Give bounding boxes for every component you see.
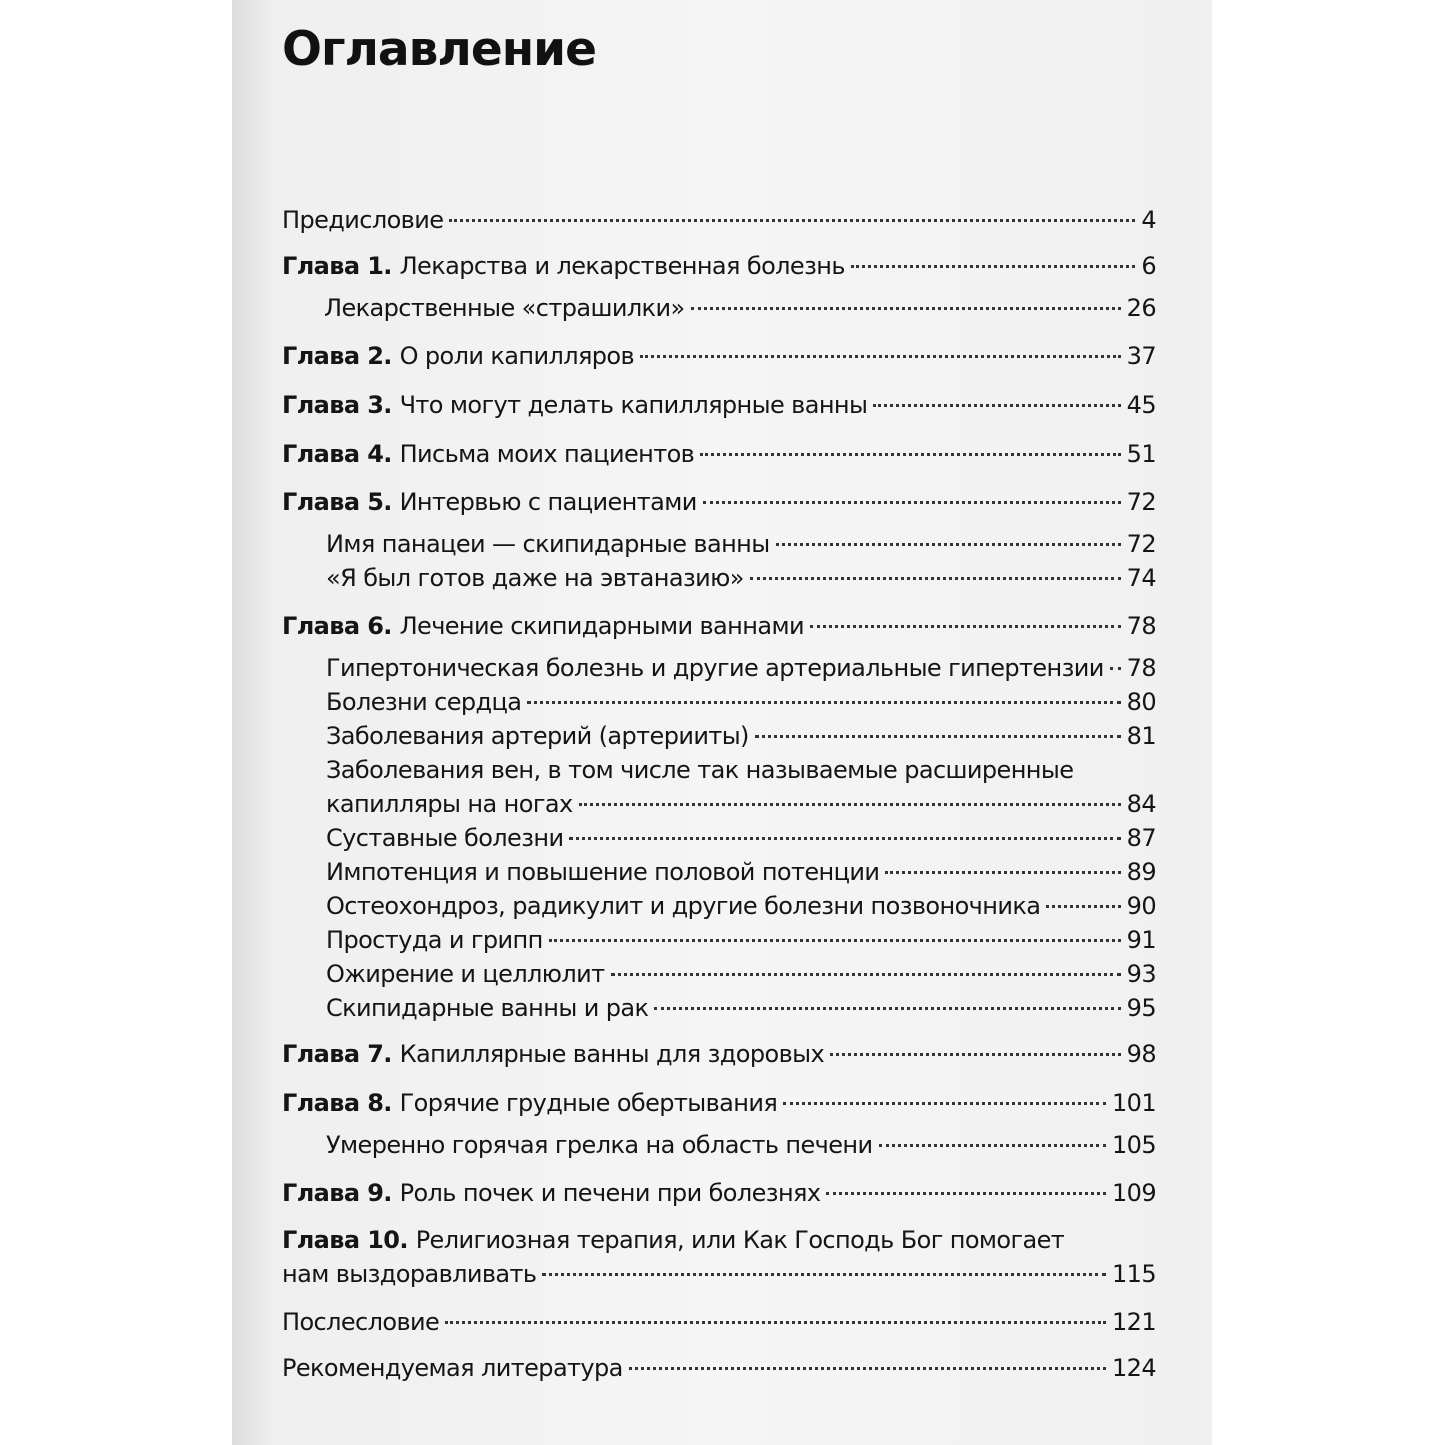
entry-title: Глава 1. Лекарства и лекарственная болезнь	[282, 252, 845, 280]
dot-leader	[700, 453, 1120, 456]
toc-entry	[324, 294, 1156, 322]
entry-title: Глава 8. Горячие грудные обертывания	[282, 1089, 778, 1117]
toc-entry-first-line	[326, 756, 1073, 784]
dot-leader	[445, 1321, 1106, 1324]
toc-entry	[282, 440, 1156, 468]
page-number: 90	[1126, 892, 1156, 920]
entry-title: Глава 4. Письма моих пациентов	[282, 440, 695, 468]
entry-title: Заболевания артерий (артерииты)	[326, 722, 749, 750]
toc-entry	[326, 994, 1156, 1022]
toc-entry	[282, 1260, 1156, 1288]
entry-title: Предисловие	[282, 206, 444, 234]
page-number: 74	[1126, 564, 1156, 592]
entry-title: Глава 3. Что могут делать капиллярные ванны	[282, 391, 868, 419]
entry-title: Болезни сердца	[326, 688, 522, 716]
toc-entry	[282, 488, 1156, 516]
page-number: 37	[1126, 342, 1156, 370]
toc-entry	[282, 1354, 1156, 1382]
entry-title: Заболевания вен, в том числе так называемые расширенные	[326, 756, 1074, 784]
page-number: 89	[1126, 858, 1156, 886]
entry-title: Суставные болезни	[326, 824, 564, 852]
page-number: 6	[1141, 252, 1156, 280]
dot-leader	[750, 577, 1121, 580]
dot-leader	[885, 871, 1120, 874]
toc-entry	[282, 391, 1156, 419]
chapter-label: Глава 9.	[282, 1179, 400, 1207]
dot-leader	[449, 219, 1135, 222]
dot-leader	[830, 1053, 1121, 1056]
dot-leader	[1110, 667, 1121, 670]
toc-entry	[326, 722, 1156, 750]
dot-leader	[549, 939, 1121, 942]
dot-leader	[569, 837, 1120, 840]
toc-entry	[282, 1089, 1156, 1117]
toc-entry	[326, 530, 1156, 558]
chapter-label: Глава 6.	[282, 612, 400, 640]
page-number: 98	[1126, 1040, 1156, 1068]
dot-leader	[1046, 905, 1120, 908]
page-number: 87	[1126, 824, 1156, 852]
entry-title: Глава 5. Интервью с пациентами	[282, 488, 697, 516]
chapter-label: Глава 10.	[282, 1226, 416, 1254]
page-number: 109	[1111, 1179, 1156, 1207]
entry-title: Глава 7. Капиллярные ванны для здоровых	[282, 1040, 825, 1068]
entry-title: Глава 2. О роли капилляров	[282, 342, 635, 370]
entry-title: Послесловие	[282, 1308, 440, 1336]
toc-entry	[326, 892, 1156, 920]
dot-leader	[851, 265, 1135, 268]
toc-entry	[326, 824, 1156, 852]
dot-leader	[873, 404, 1120, 407]
page-title: Оглавление	[282, 22, 596, 77]
toc-entry	[326, 688, 1156, 716]
entry-title: Имя панацеи — скипидарные ванны	[326, 530, 770, 558]
page-number: 124	[1111, 1354, 1156, 1382]
toc-entry	[326, 564, 1156, 592]
entry-title: Гипертоническая болезнь и другие артериальные гипертензии	[326, 654, 1104, 682]
page-number: 72	[1126, 488, 1156, 516]
page-number: 121	[1111, 1308, 1156, 1336]
toc-entry	[326, 926, 1156, 954]
entry-title: Глава 6. Лечение скипидарными ваннами	[282, 612, 804, 640]
toc-entry	[326, 1131, 1156, 1159]
page-number: 91	[1126, 926, 1156, 954]
dot-leader	[826, 1192, 1106, 1195]
page-number: 72	[1126, 530, 1156, 558]
chapter-label: Глава 7.	[282, 1040, 400, 1068]
entry-title-continuation: нам выздоравливать	[282, 1260, 537, 1288]
toc-entry	[282, 1308, 1156, 1336]
entry-title-continuation: капилляры на ногах	[326, 790, 573, 818]
dot-leader	[579, 803, 1121, 806]
toc-entry	[326, 960, 1156, 988]
entry-title: Скипидарные ванны и рак	[326, 994, 649, 1022]
chapter-label: Глава 1.	[282, 252, 400, 280]
entry-title: Рекомендуемая литература	[282, 1354, 623, 1382]
page-number: 101	[1111, 1089, 1156, 1117]
entry-title: Религиозная терапия, или Как Господь Бог помогает	[415, 1226, 1065, 1254]
dot-leader	[654, 1007, 1120, 1010]
page-number: 80	[1126, 688, 1156, 716]
toc-entry	[282, 612, 1156, 640]
page-number: 45	[1126, 391, 1156, 419]
entry-title: Глава 9. Роль почек и печени при болезнях	[282, 1179, 821, 1207]
entry-title: «Я был готов даже на эвтаназию»	[326, 564, 744, 592]
toc-entry	[326, 790, 1156, 818]
dot-leader	[783, 1102, 1106, 1105]
page-number: 4	[1141, 206, 1156, 234]
entry-title: Ожирение и целлюлит	[326, 960, 605, 988]
dot-leader	[629, 1367, 1106, 1370]
page-number: 78	[1126, 654, 1156, 682]
dot-leader	[879, 1144, 1106, 1147]
toc-entry	[326, 858, 1156, 886]
dot-leader	[542, 1273, 1106, 1276]
dot-leader	[611, 973, 1121, 976]
entry-title: Остеохондроз, радикулит и другие болезни позвоночника	[326, 892, 1041, 920]
chapter-label: Глава 3.	[282, 391, 400, 419]
page-number: 84	[1126, 790, 1156, 818]
page-number: 51	[1126, 440, 1156, 468]
toc-entry	[282, 342, 1156, 370]
entry-title: Импотенция и повышение половой потенции	[326, 858, 880, 886]
toc-entry	[282, 1179, 1156, 1207]
chapter-label: Глава 2.	[282, 342, 400, 370]
dot-leader	[527, 701, 1120, 704]
toc-entry	[282, 206, 1156, 234]
dot-leader	[640, 355, 1121, 358]
page-number: 105	[1111, 1131, 1156, 1159]
chapter-label: Глава 4.	[282, 440, 400, 468]
toc-entry	[282, 1040, 1156, 1068]
entry-title: Простуда и грипп	[326, 926, 543, 954]
toc-entry	[326, 654, 1156, 682]
chapter-label: Глава 8.	[282, 1089, 400, 1117]
dot-leader	[776, 543, 1121, 546]
page-number: 78	[1126, 612, 1156, 640]
page-number: 93	[1126, 960, 1156, 988]
chapter-label: Глава 5.	[282, 488, 400, 516]
page-number: 95	[1126, 994, 1156, 1022]
toc-entry-first-line	[282, 1226, 1064, 1254]
dot-leader	[691, 307, 1121, 310]
entry-title: Умеренно горячая грелка на область печени	[326, 1131, 873, 1159]
toc-entry	[282, 252, 1156, 280]
dot-leader	[703, 501, 1121, 504]
page-number: 81	[1126, 722, 1156, 750]
page-number: 115	[1111, 1260, 1156, 1288]
page-number: 26	[1126, 294, 1156, 322]
entry-title: Лекарственные «страшилки»	[324, 294, 685, 322]
dot-leader	[755, 735, 1121, 738]
dot-leader	[810, 625, 1121, 628]
